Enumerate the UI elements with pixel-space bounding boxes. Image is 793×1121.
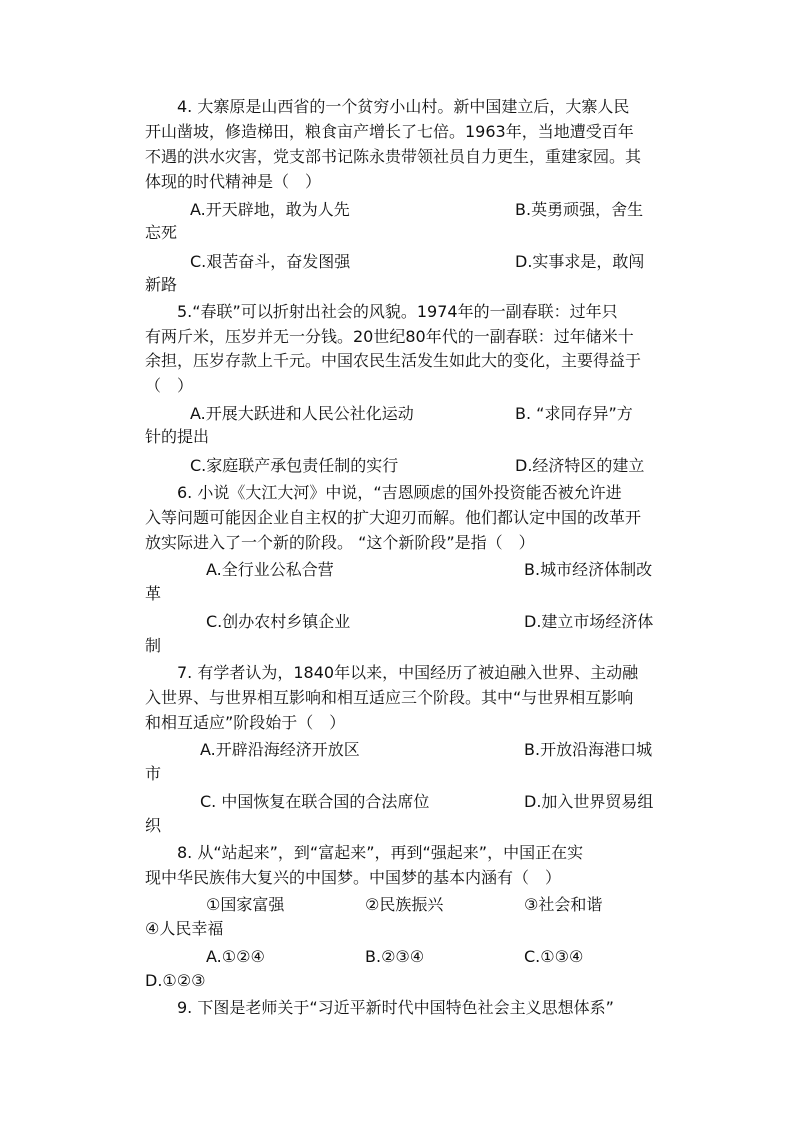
question-4-stem-line-3: 不遇的洪水灾害，党支部书记陈永贵带领社员自力更生，重建家园。其 <box>145 147 642 166</box>
question-5-option-a[interactable]: A.开展大跃进和人民公社化运动 <box>190 404 414 423</box>
question-7-option-a[interactable]: A.开辟沿海经济开放区 <box>200 740 360 759</box>
question-8-stem-line-1: 8. 从“站起来”，到“富起来”，再到“强起来”，中国正在实 <box>177 843 584 862</box>
question-4-option-b[interactable]: B.英勇顽强，舍生 <box>515 200 644 219</box>
question-6-option-b[interactable]: B.城市经济体制改 <box>524 560 653 579</box>
question-4-stem-line-2: 开山凿坡，修造梯田，粮食亩产增长了七倍。1963年，当地遭受百年 <box>145 122 634 141</box>
question-4-stem-line-4: 体现的时代精神是（ ） <box>145 172 322 191</box>
question-8-item-3: ③社会和谐 <box>524 895 603 914</box>
question-8-option-a[interactable]: A.①②④ <box>206 947 265 966</box>
question-6-stem-line-3: 放实际进入了一个新的阶段。 “这个新阶段”是指（ ） <box>145 533 535 552</box>
question-5-option-d[interactable]: D.经济特区的建立 <box>515 456 645 475</box>
question-4-option-b-continued: 忘死 <box>145 223 178 242</box>
question-4-option-d-continued: 新路 <box>145 275 178 294</box>
question-5-stem-line-1: 5.“春联”可以折射出社会的风貌。1974年的一副春联：过年只 <box>177 302 618 321</box>
question-6-stem-line-2: 入等问题可能因企业自主权的扩大迎刃而解。他们都认定中国的改革开 <box>145 508 642 527</box>
question-7-option-c[interactable]: C. 中国恢复在联合国的合法席位 <box>200 792 430 811</box>
question-5-option-c[interactable]: C.家庭联产承包责任制的实行 <box>190 456 399 475</box>
question-4-option-c[interactable]: C.艰苦奋斗，奋发图强 <box>190 252 351 271</box>
question-5-option-b-continued: 针的提出 <box>145 427 210 446</box>
question-7-stem-line-3: 和相互适应”阶段始于（ ） <box>145 713 346 732</box>
question-6-option-d-continued: 制 <box>145 636 162 655</box>
question-7-option-d[interactable]: D.加入世界贸易组 <box>524 792 654 811</box>
question-7-option-b[interactable]: B.开放沿海港口城 <box>524 740 653 759</box>
question-5-stem-line-4: （ ） <box>145 376 194 395</box>
question-8-option-d[interactable]: D.①②③ <box>145 971 206 990</box>
question-5-stem-line-2: 有两斤米，压岁并无一分钱。20世纪80年代的一副春联：过年储米十 <box>145 327 634 346</box>
question-6-option-a[interactable]: A.全行业公私合营 <box>206 560 334 579</box>
question-7-stem-line-2: 入世界、与世界相互影响和相互适应三个阶段。其中“与世界相互影响 <box>145 688 634 707</box>
question-8-stem-line-2: 现中华民族伟大复兴的中国梦。中国梦的基本内涵有（ ） <box>145 868 562 887</box>
question-4-option-d[interactable]: D.实事求是，敢闯 <box>515 252 645 271</box>
question-6-option-c[interactable]: C.创办农村乡镇企业 <box>206 612 351 631</box>
question-7-option-b-continued: 市 <box>145 764 162 783</box>
question-5-option-b[interactable]: B. “求同存异”方 <box>515 404 633 423</box>
question-6-option-d[interactable]: D.建立市场经济体 <box>524 612 654 631</box>
question-4-option-a[interactable]: A.开天辟地，敢为人先 <box>190 200 350 219</box>
question-8-option-c[interactable]: C.①③④ <box>524 947 584 966</box>
question-7-stem-line-1: 7. 有学者认为，1840年以来，中国经历了被迫融入世界、主动融 <box>177 663 639 682</box>
question-6-option-b-continued: 革 <box>145 584 162 603</box>
question-4-stem-line-1: 4. 大寨原是山西省的一个贫穷小山村。新中国建立后，大寨人民 <box>177 97 630 116</box>
question-7-option-d-continued: 织 <box>145 816 162 835</box>
question-8-option-b[interactable]: B.②③④ <box>365 947 425 966</box>
question-8-item-4: ④人民幸福 <box>145 919 224 938</box>
question-8-item-2: ②民族振兴 <box>365 895 444 914</box>
question-6-stem-line-1: 6. 小说《大江大河》中说，“吉恩顾虑的国外投资能否被允许进 <box>177 483 622 502</box>
question-9-stem-line-1: 9. 下图是老师关于“习近平新时代中国特色社会主义思想体系” <box>177 998 614 1017</box>
question-5-stem-line-3: 余担，压岁存款上千元。中国农民生活发生如此大的变化，主要得益于 <box>145 351 642 370</box>
question-8-item-1: ①国家富强 <box>206 895 285 914</box>
